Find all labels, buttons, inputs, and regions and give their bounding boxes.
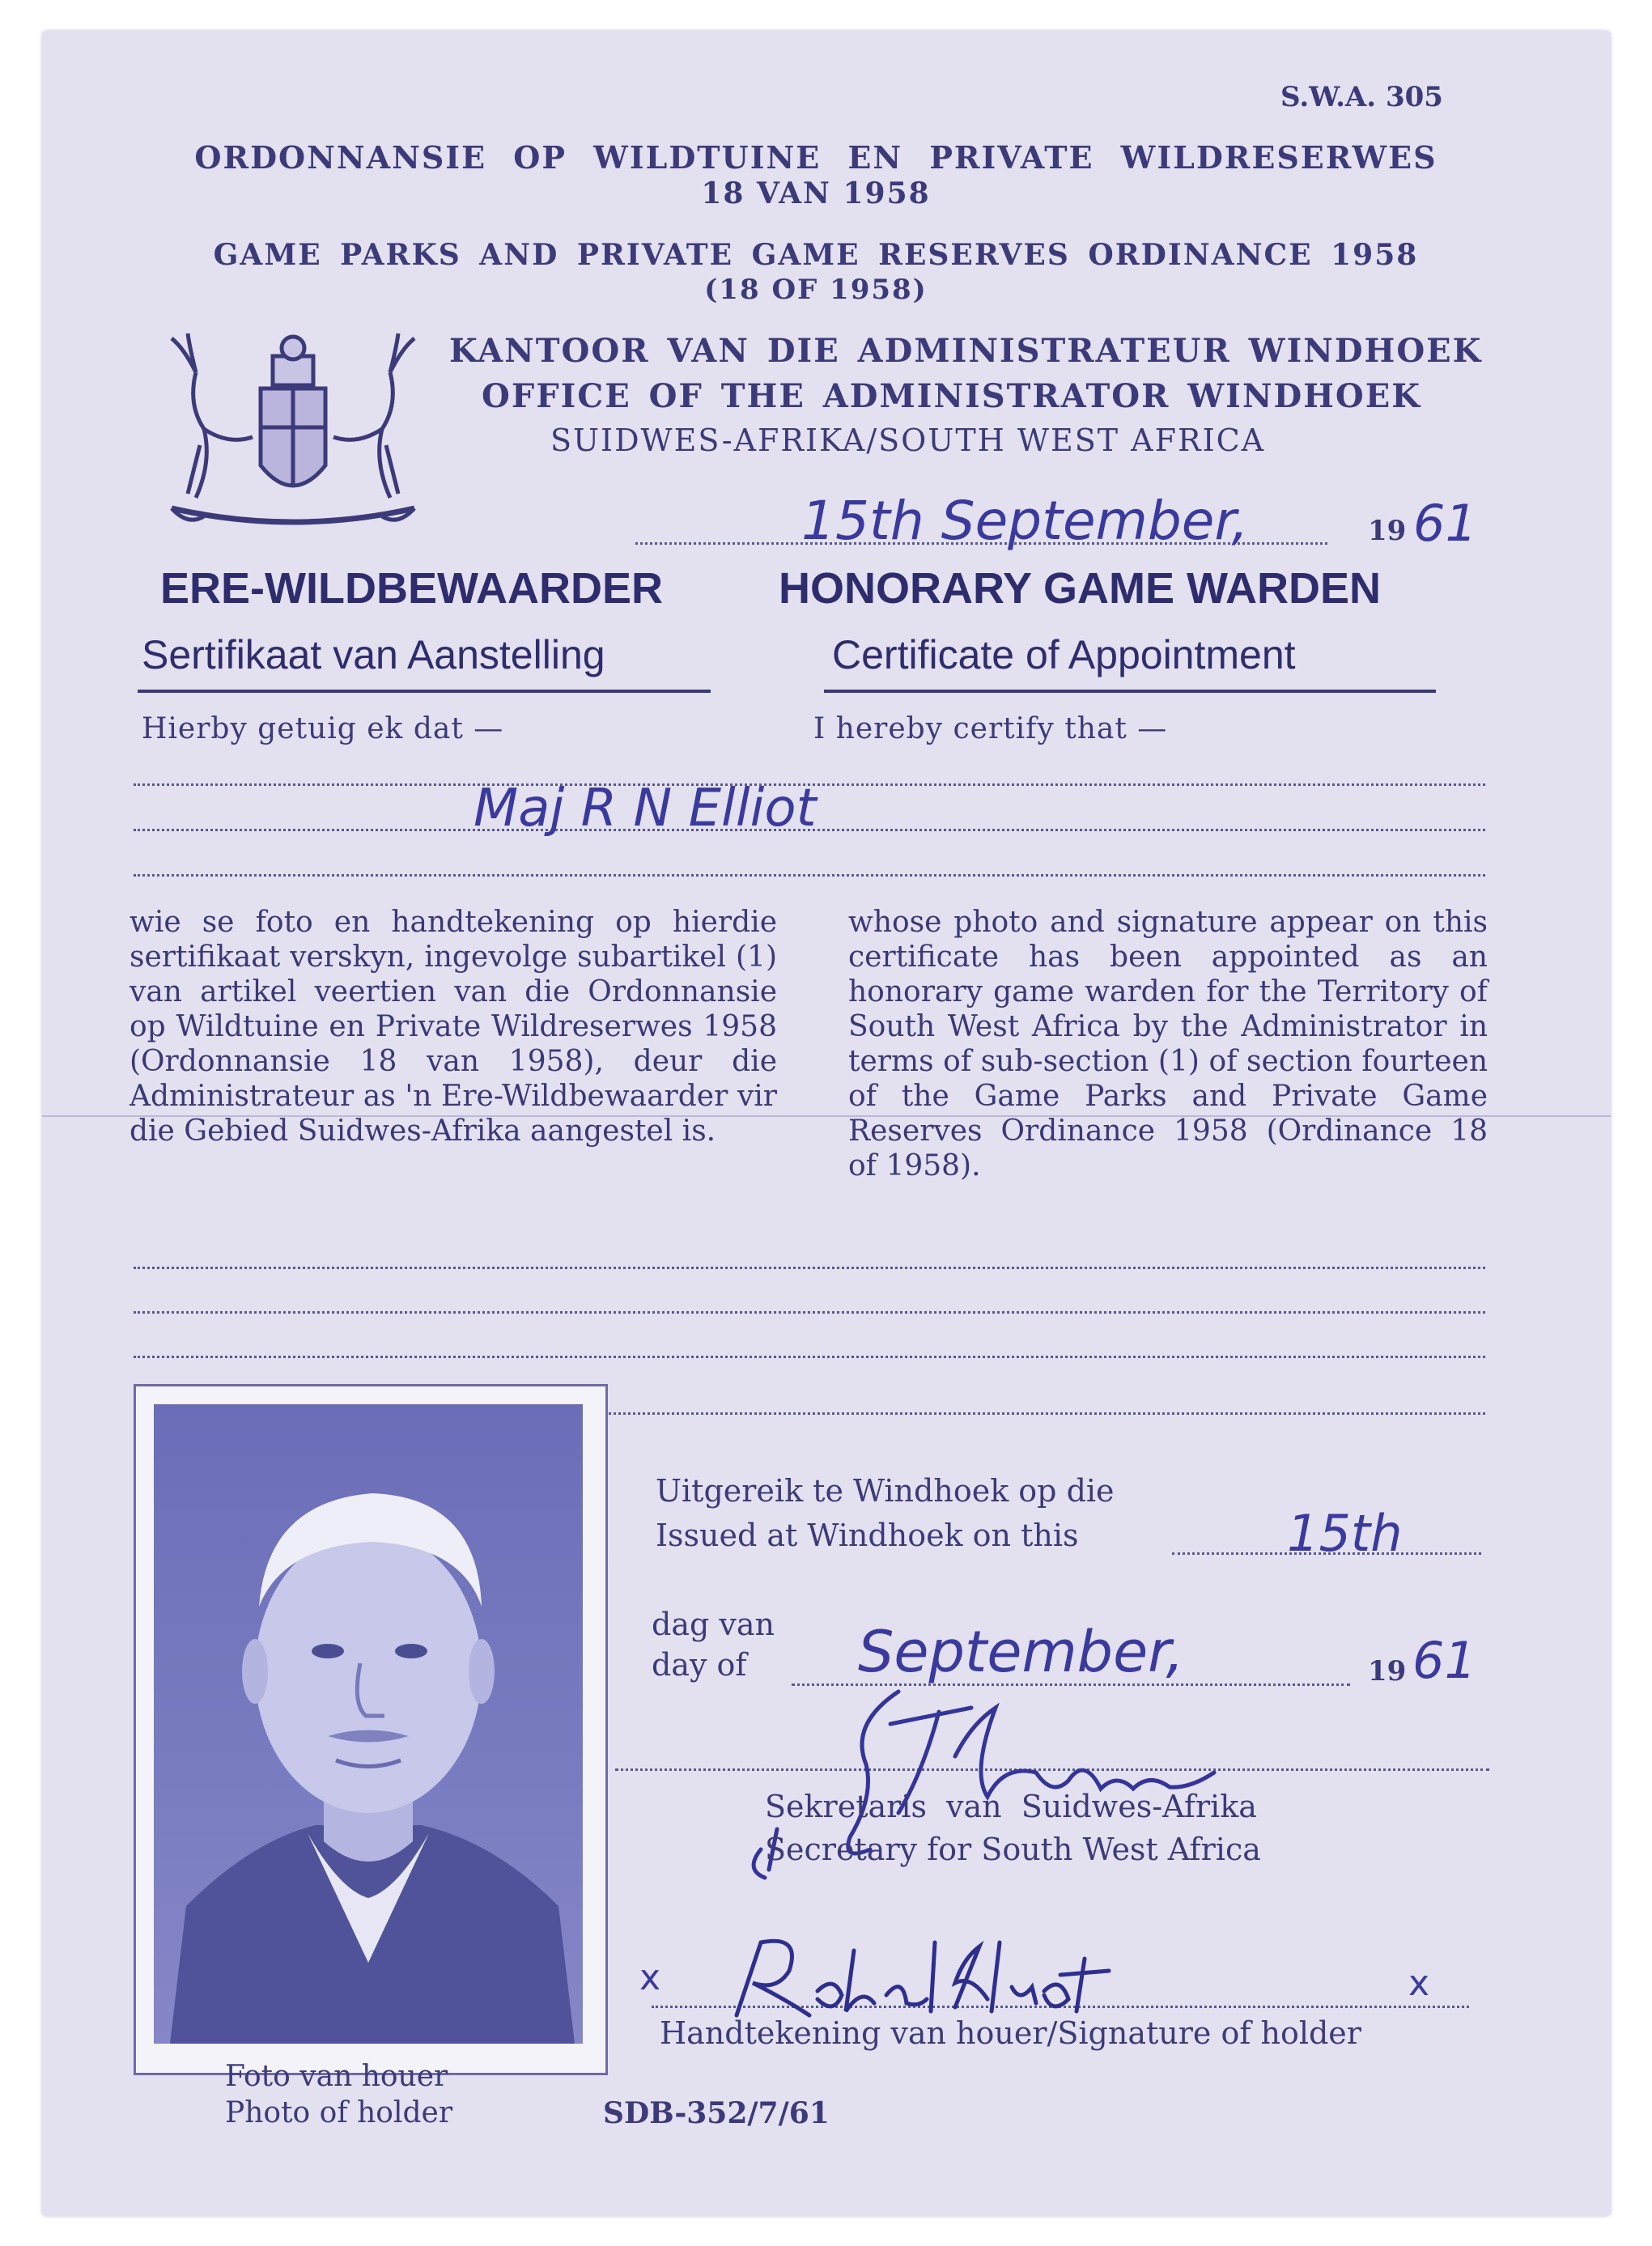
print-reference: SDB-352/7/61 <box>603 2096 830 2130</box>
date-year-handwritten: 61 <box>1413 494 1477 553</box>
issued-year-handwritten: 61 <box>1412 1631 1476 1690</box>
date-handwritten: 15th September, <box>801 490 1249 552</box>
subtitle-english-rule <box>824 690 1436 693</box>
holder-signature-label: Handtekening van houer/Signature of holder <box>660 2015 1361 2051</box>
blank-dotted-line-3 <box>134 1356 1485 1358</box>
issued-day-label-afrikaans: dag van <box>652 1607 775 1642</box>
title-english: HONORARY GAME WARDEN <box>779 564 1382 613</box>
ordinance-afrikaans-line2: 18 VAN 1958 <box>701 176 931 210</box>
signature-mark-left: x <box>639 1957 661 1998</box>
coat-of-arms-emblem <box>139 324 447 542</box>
holder-name-handwritten: Maj R N Elliot <box>474 779 817 839</box>
date-year-prefix: 19 <box>1368 515 1407 547</box>
subtitle-afrikaans-rule <box>138 690 711 693</box>
office-line3: SUIDWES-AFRIKA/SOUTH WEST AFRICA <box>550 422 1266 458</box>
office-line1: KANTOOR VAN DIE ADMINISTRATEUR WINDHOEK <box>449 332 1483 370</box>
title-afrikaans: ERE-WILDBEWAARDER <box>160 564 663 613</box>
issued-day-label-english: day of <box>652 1647 747 1683</box>
photo-frame <box>134 1384 608 2075</box>
issued-year-prefix: 19 <box>1368 1655 1407 1688</box>
photo-caption-english: Photo of holder <box>225 2096 453 2129</box>
ordinance-english-line2: (18 OF 1958) <box>704 274 928 306</box>
issued-english: Issued at Windhoek on this <box>656 1518 1079 1553</box>
secretary-afrikaans: Sekretaris van Suidwes-Afrika <box>765 1789 1257 1824</box>
holder-photo <box>154 1404 583 2044</box>
issued-afrikaans: Uitgereik te Windhoek op die <box>656 1473 1115 1509</box>
issued-day-handwritten: 15th <box>1287 1504 1403 1563</box>
body-english: whose photo and signature appear on this certificate has been appointed as an honorary game warden for the Territory of South West Africa by the Administrator in terms of sub-section (1) of section fourteen of the Game Parks and Private Game Reserves Ordinance 1958 (Ordinance 18 of 1958). <box>848 906 1488 1182</box>
issued-month-handwritten: September, <box>858 1619 1184 1685</box>
photo-caption-afrikaans: Foto van houer <box>225 2060 448 2093</box>
ordinance-afrikaans-line1: ORDONNANSIE OP WILDTUINE EN PRIVATE WILDRESERWES <box>194 139 1438 176</box>
body-afrikaans: wie se foto en handtekening op hierdie sertifikaat verskyn, ingevolge subartikel (1) van artikel veertien van die Ordonnansie op Wildtuine en Private Wildreserwes 1958 (Ordonnansie 18 van 1958), deur die Administrateur as 'n Ere-Wildbewaarder vir die Gebied Suidwes-Afrika aangestel is. <box>130 906 777 1148</box>
blank-dotted-line-1 <box>134 1267 1485 1269</box>
name-dotted-line-3 <box>134 874 1485 877</box>
blank-dotted-line-2 <box>134 1311 1485 1314</box>
secretary-english: Secretary for South West Africa <box>765 1832 1261 1867</box>
office-line2: OFFICE OF THE ADMINISTRATOR WINDHOEK <box>482 377 1422 415</box>
certify-afrikaans: Hierby getuig ek dat — <box>142 712 504 745</box>
subtitle-afrikaans: Sertifikaat van Aanstelling <box>142 632 605 677</box>
ordinance-english-line1: GAME PARKS AND PRIVATE GAME RESERVES ORDINANCE 1958 <box>213 238 1419 272</box>
blank-dotted-line-4 <box>599 1412 1485 1415</box>
signature-mark-right: x <box>1408 1963 1430 2004</box>
certify-english: I hereby certify that — <box>813 712 1168 745</box>
subtitle-english: Certificate of Appointment <box>832 632 1296 677</box>
form-number: S.W.A. 305 <box>1280 81 1443 113</box>
